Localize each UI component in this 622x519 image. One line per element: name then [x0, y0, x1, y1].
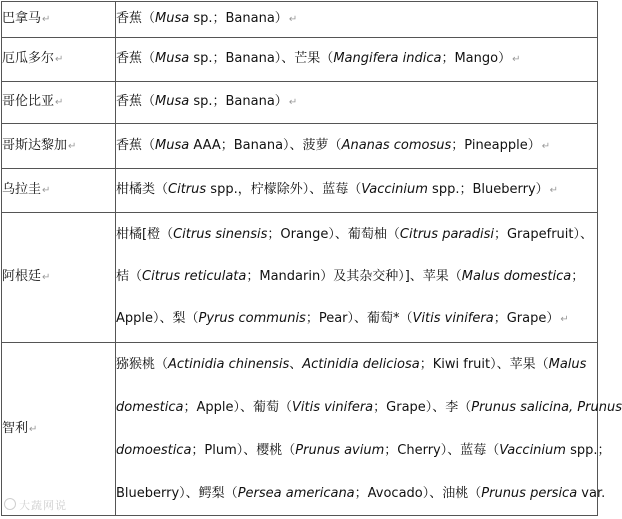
scientific-name: domoestica [116, 443, 192, 458]
scientific-name: Vitis vinifera [412, 311, 494, 326]
country-cell [2, 38, 116, 82]
text-segment: ；Pear）、葡萄*（ [305, 311, 413, 326]
text-segment: ；Pineapple） [451, 137, 541, 153]
description-line [116, 386, 622, 429]
description-line [116, 429, 611, 472]
scientific-name: Persea americana [237, 486, 355, 501]
paragraph-mark-icon: ↵ [42, 272, 51, 283]
scientific-name: Musa [155, 137, 190, 153]
country-cell [2, 213, 116, 343]
text-segment: 柑橘[橙（ [116, 227, 174, 242]
scientific-name: Malus [548, 357, 587, 372]
paragraph-mark-icon: ↵ [549, 185, 559, 196]
paragraph-mark-icon: ↵ [42, 14, 51, 25]
country-name: 智利 [2, 420, 29, 436]
scientific-name: Pyrus communis [198, 311, 306, 326]
country-cell [2, 169, 116, 213]
country-cell [2, 2, 116, 38]
scientific-name: Musa [155, 94, 190, 109]
text-segment: spp.，柠檬除外）、蓝莓（ [206, 182, 362, 197]
scientific-name: Malus domestica [461, 269, 572, 284]
text-segment: ；Avocado）、油桃（ [354, 486, 482, 501]
country-name: 哥伦比亚 [2, 94, 55, 109]
scientific-name: Mangifera indica [333, 51, 442, 66]
text-segment: spp.； [565, 443, 611, 458]
watermark [4, 497, 67, 513]
table-row [2, 343, 598, 516]
table-row [2, 169, 598, 213]
text-segment: 柑橘类（ [116, 182, 169, 197]
paragraph-mark-icon: ↵ [42, 185, 51, 196]
scientific-name: Citrus sinensis [173, 227, 268, 242]
country-name: 哥斯达黎加 [2, 137, 68, 153]
text-segment: ；Mango） [441, 51, 512, 66]
country-name: 巴拿马 [2, 11, 42, 26]
text-segment: ；Orange）、葡萄柚（ [267, 227, 400, 242]
fruit-description-cell [116, 2, 598, 38]
fruit-description-cell [116, 169, 598, 213]
description-line [116, 12, 597, 27]
fruit-description-cell [116, 124, 598, 169]
text-segment: ；Cherry）、蓝莓（ [384, 443, 500, 458]
text-segment: ；Grape） [493, 311, 560, 326]
scientific-name: Prunus avium [295, 443, 385, 458]
country-cell [2, 124, 116, 169]
text-segment: 香蕉（ [116, 11, 156, 26]
table-row [2, 2, 598, 38]
country-name: 厄瓜多尔 [2, 51, 55, 66]
paragraph-mark-icon: ↵ [541, 140, 551, 152]
text-segment: sp.；Banana） [189, 94, 288, 109]
scientific-name: Citrus reticulata [142, 269, 247, 284]
fruit-description-cell [116, 343, 622, 516]
text-segment: ；Grapefruit）、 [493, 227, 593, 242]
scientific-name: domestica [116, 400, 184, 415]
country-cell [2, 82, 116, 124]
text-segment: sp.；Banana） [189, 11, 288, 26]
scientific-name: Musa [155, 11, 190, 26]
paragraph-mark-icon: ↵ [55, 54, 64, 65]
table-row [2, 82, 598, 124]
paragraph-mark-icon: ↵ [68, 140, 77, 152]
paragraph-mark-icon: ↵ [288, 97, 298, 108]
fruit-description-cell [116, 82, 598, 124]
text-segment: sp.；Banana）、芒果（ [189, 51, 334, 66]
paragraph-mark-icon: ↵ [512, 54, 521, 65]
text-segment: 、 [289, 357, 303, 372]
scientific-name: Citrus paradisi [399, 227, 494, 242]
text-segment: 桔（ [116, 269, 143, 284]
paragraph-mark-icon: ↵ [288, 14, 298, 25]
text-segment: ；Plum）、樱桃（ [191, 443, 296, 458]
description-line [116, 256, 597, 298]
paragraph-mark-icon: ↵ [55, 97, 64, 108]
country-name: 乌拉圭 [2, 182, 42, 197]
table-row [2, 213, 598, 343]
text-segment: 香蕉（ [116, 137, 156, 153]
scientific-name: Prunus salicina, Prunus [471, 400, 622, 415]
description-line [116, 343, 597, 386]
fruit-description-cell [116, 213, 598, 343]
text-segment: ； [571, 269, 585, 284]
fruit-import-table [1, 1, 622, 516]
scientific-name: Vaccinium [361, 182, 428, 197]
description-line [116, 298, 597, 341]
description-line [116, 95, 597, 110]
scientific-name: Actinidia deliciosa [302, 357, 420, 372]
text-segment: 猕猴桃（ [116, 357, 169, 372]
description-line [116, 214, 597, 256]
paragraph-mark-icon: ↵ [560, 314, 569, 325]
scientific-name: Ananas comosus [341, 137, 452, 153]
paragraph-mark-icon: ↵ [29, 423, 38, 435]
text-segment: 香蕉（ [116, 51, 156, 66]
text-segment: Apple）、梨（ [116, 311, 199, 326]
description-line [116, 139, 597, 154]
table-row [2, 38, 598, 82]
scientific-name: Musa [155, 51, 190, 66]
description-line [116, 183, 597, 198]
country-name: 阿根廷 [2, 269, 42, 284]
scientific-name: Vaccinium [499, 443, 566, 458]
text-segment: ；Grape）、李（ [373, 400, 472, 415]
text-segment: ；Mandarin）及其杂交种）]、苹果（ [246, 269, 462, 284]
country-cell [2, 343, 116, 516]
table-row [2, 124, 598, 169]
watermark-logo-icon [4, 498, 16, 510]
text-segment: 香蕉（ [116, 94, 156, 109]
text-segment: Blueberry）、鳄梨（ [116, 486, 238, 501]
text-segment: ；Kiwi fruit）、苹果（ [419, 357, 549, 372]
scientific-name: Actinidia chinensis [168, 357, 290, 372]
description-line [116, 52, 597, 67]
fruit-description-cell [116, 38, 598, 82]
watermark-text: 大蔬网说 [19, 499, 67, 512]
text-segment: var. [577, 486, 606, 501]
scientific-name: Citrus [168, 182, 207, 197]
text-segment: ；Apple）、葡萄（ [183, 400, 292, 415]
text-segment: AAA；Banana）、菠萝（ [189, 137, 342, 153]
description-line [116, 472, 606, 515]
scientific-name: Vitis vinifera [291, 400, 374, 415]
scientific-name: Prunus persica [481, 486, 578, 501]
text-segment: spp.；Blueberry） [427, 182, 549, 197]
